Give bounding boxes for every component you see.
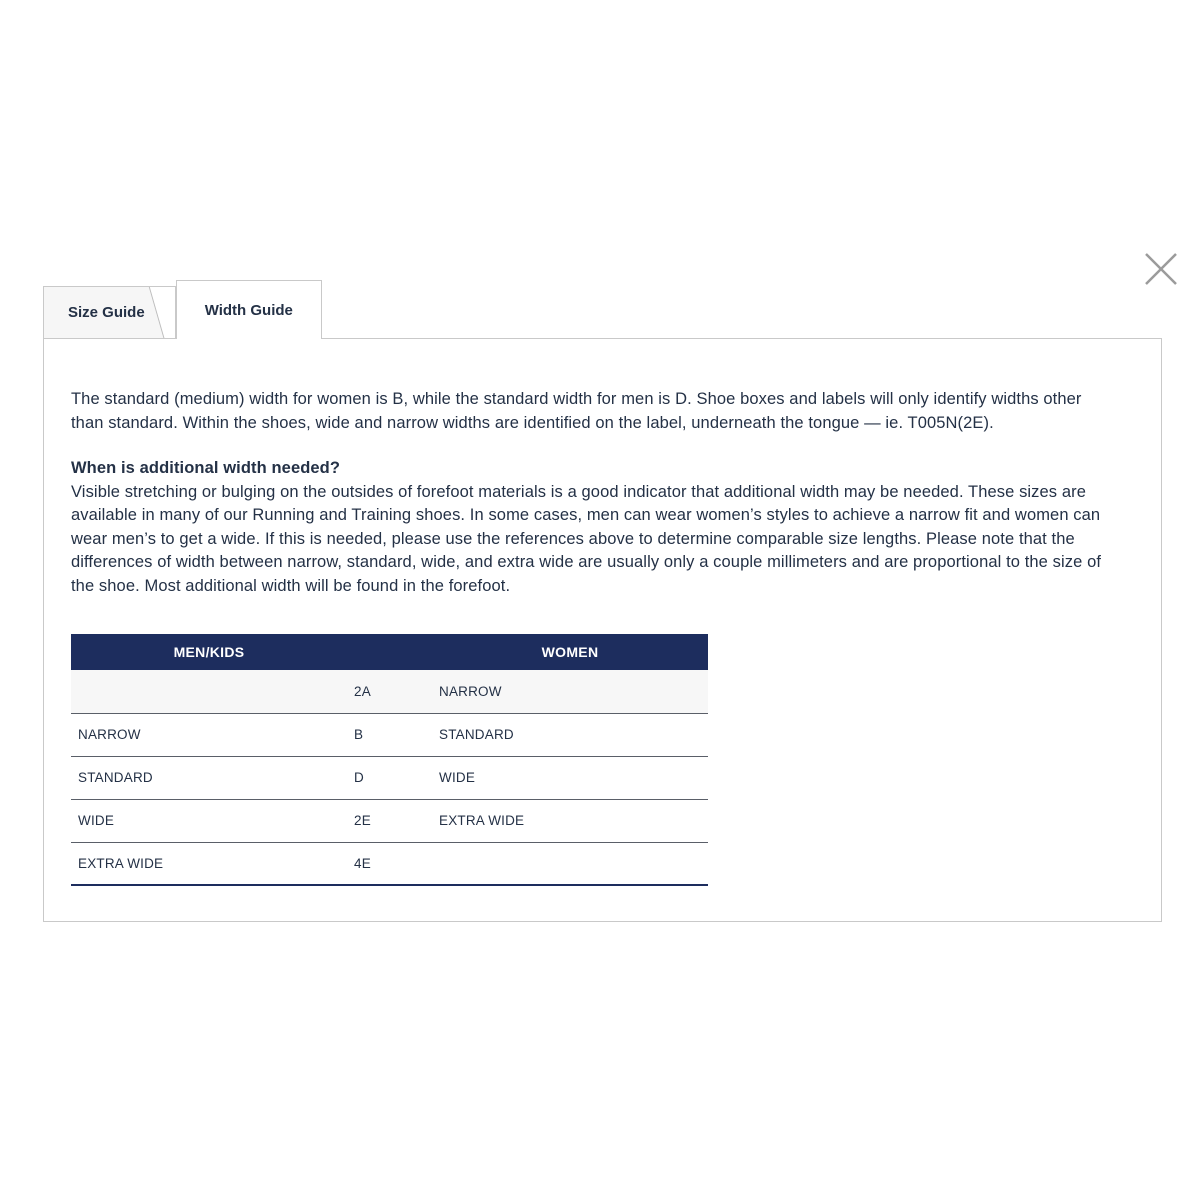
tab-size-guide-label: Size Guide	[68, 304, 145, 321]
women-width-cell: WIDE	[432, 756, 708, 799]
tab-size-guide[interactable]	[43, 286, 176, 338]
tab-width-guide[interactable]	[176, 280, 322, 339]
width-table-header-row	[71, 634, 708, 670]
width-table-header	[71, 634, 708, 670]
intro-paragraph: The standard (medium) width for women is B, while the standard width for men is D. Shoe boxes and labels will only identify widths other than standard. Within the shoes, wide and narrow widths are identified on the label, underneath the tongue — ie. T005N(2E).	[71, 390, 1082, 432]
table-row	[71, 842, 708, 885]
dialog-tabs	[43, 280, 322, 339]
men-width-cell: STANDARD	[71, 756, 347, 799]
width-code-cell: B	[347, 713, 432, 756]
width-code-cell: 4E	[347, 842, 432, 885]
women-width-cell: STANDARD	[432, 713, 708, 756]
men-width-cell: EXTRA WIDE	[71, 842, 347, 885]
width-code-cell: D	[347, 756, 432, 799]
table-row	[71, 756, 708, 799]
empty-header	[347, 634, 432, 670]
women-width-cell: EXTRA WIDE	[432, 799, 708, 842]
table-row	[71, 670, 708, 713]
width-code-cell: 2E	[347, 799, 432, 842]
close-button[interactable]	[1141, 250, 1181, 290]
width-guide-panel	[43, 338, 1162, 922]
table-row	[71, 713, 708, 756]
men-width-cell	[71, 670, 347, 713]
table-row	[71, 799, 708, 842]
women-width-cell: NARROW	[432, 670, 708, 713]
width-table-body	[71, 670, 708, 885]
width-info-paragraph: Visible stretching or bulging on the outsides of forefoot materials is a good indicator that additional width may be needed. These sizes are available in many of our Running and Training shoes. In some cases, men can wear women’s styles to achieve a narrow fit and women can wear men’s to get a wide. If this is needed, please use the references above to determine comparable size lengths. Please note that the differences of width between narrow, standard, wide, and extra wide are usually only a couple millimeters and are proportional to the size of the shoe. Most additional width will be found in the forefoot.	[71, 482, 1102, 595]
men-kids-header: MEN/KIDS	[71, 634, 347, 670]
width-question-heading: When is additional width needed?	[71, 459, 341, 477]
tab-width-guide-label: Width Guide	[204, 301, 293, 319]
men-width-cell: WIDE	[71, 799, 347, 842]
width-code-cell: 2A	[347, 670, 432, 713]
width-table	[71, 634, 708, 886]
women-header: WOMEN	[432, 634, 708, 670]
close-icon	[1141, 250, 1181, 290]
men-width-cell: NARROW	[71, 713, 347, 756]
women-width-cell	[432, 842, 708, 885]
